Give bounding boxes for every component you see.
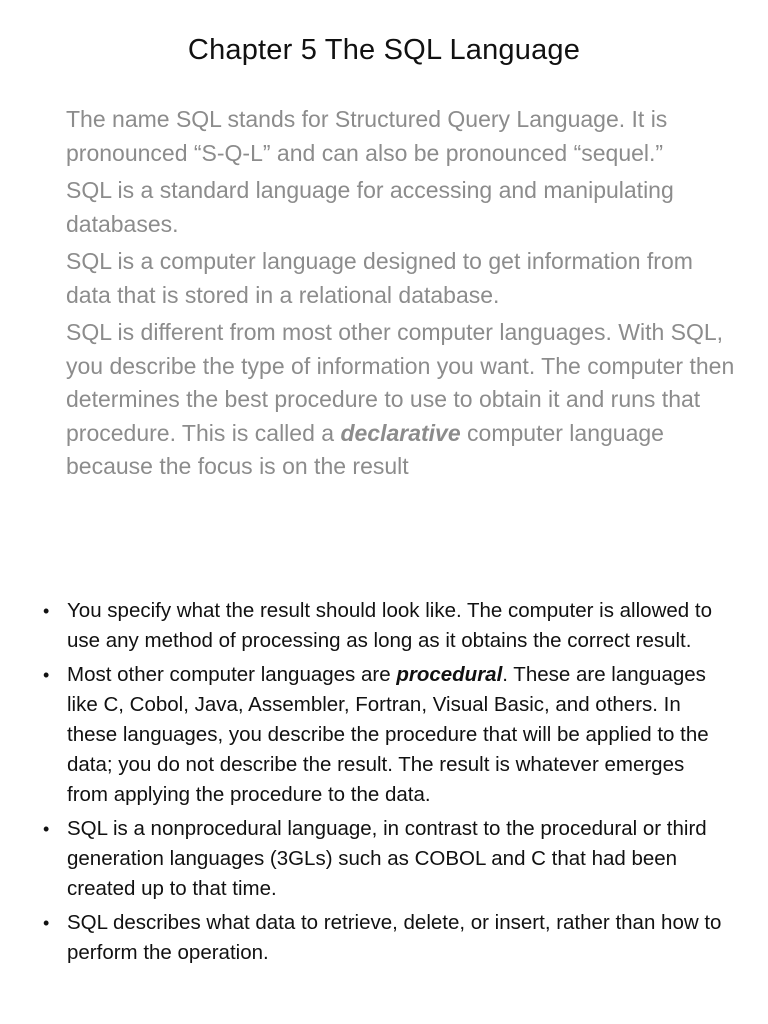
bullet-list: [40, 596, 730, 972]
text-run: SQL is different from most other computer languages. With SQL, you describe the type of information you want. The computer then determines the best procedure to use to obtain it and runs that procedure. This is called a: [66, 319, 735, 446]
text-run: computer language because the focus is on the result: [66, 419, 664, 479]
intro-paragraph: [66, 316, 736, 484]
text-run: . These are languages like C, Cobol, Java, Assembler, Fortran, Visual Basic, and others. In these languages, you describe the procedure that will be applied to the data; you do not describe the result. The result is whatever emerges from applying the procedure to the data.: [67, 663, 709, 806]
list-item-text: You specify what the result should look like. The computer is allowed to use any method of processing as long as it obtains the correct result.: [67, 599, 712, 652]
page-title: Chapter 5 The SQL Language: [187, 34, 581, 66]
bullet-marker: •: [43, 819, 50, 839]
bullet-marker: •: [43, 913, 50, 933]
list-item: [40, 660, 730, 810]
list-item: [40, 814, 730, 904]
list-item: [40, 908, 730, 968]
intro-paragraph: SQL is a computer language designed to get information from data that is stored in a relational database.: [66, 248, 693, 308]
list-item: [40, 596, 730, 656]
bullet-marker: •: [43, 601, 50, 621]
list-item-text: SQL is a nonprocedural language, in contrast to the procedural or third generation languages (3GLs) such as COBOL and C that had been created up to that time.: [67, 817, 707, 900]
list-item-text: SQL describes what data to retrieve, delete, or insert, rather than how to perform the operation.: [67, 911, 722, 964]
intro-section: [66, 103, 736, 488]
emphasis-procedural: procedural: [396, 663, 503, 686]
text-run: Most other computer languages are: [67, 663, 397, 686]
intro-paragraph: The name SQL stands for Structured Query Language. It is pronounced “S-Q-L” and can also be pronounced “sequel.”: [66, 106, 668, 166]
bullet-marker: •: [43, 665, 50, 685]
emphasis-declarative: declarative: [340, 419, 461, 446]
intro-paragraph: SQL is a standard language for accessing and manipulating databases.: [66, 177, 674, 237]
